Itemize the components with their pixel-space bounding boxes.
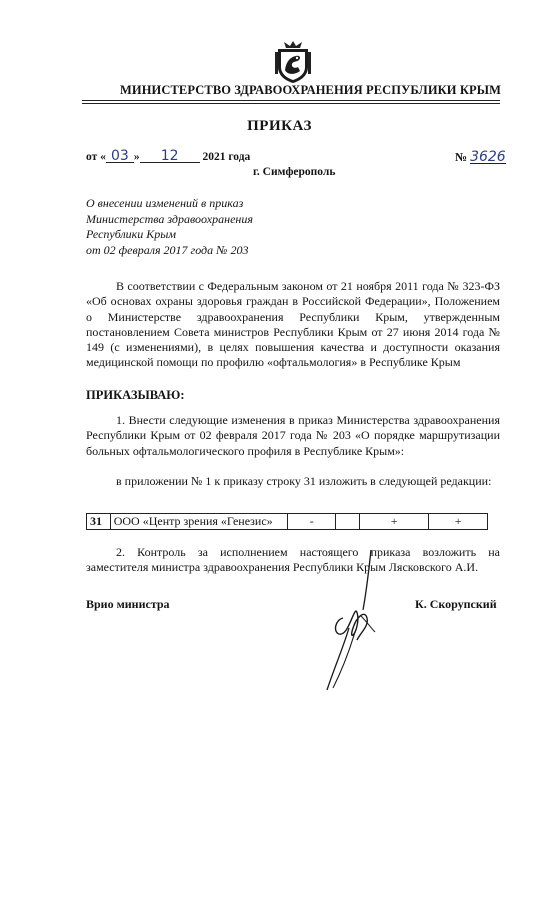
item-1-sub-paragraph	[86, 474, 500, 489]
city: г. Симферополь	[253, 166, 336, 178]
subject-line: от 02 февраля 2017 года № 203	[86, 242, 249, 257]
order-number: 3626	[470, 149, 506, 165]
preamble-paragraph	[86, 279, 500, 371]
document-title: ПРИКАЗ	[247, 118, 312, 134]
date-prefix: от «	[86, 151, 106, 163]
preamble-text: В соответствии с Федеральным законом от 21 ноября 2011 года № 323-ФЗ «Об основах охраны здоровья граждан в Российской Федерации», Положением о Министерстве здравоохранения Республики Крым, утвержденным постановлением Совета министров Республики Крым от 27 июня 2014 года № 149 (с изменениями), в целях повышения качества и доступности оказания медицинской помощи по профилю «офтальмология» в Республике Крым	[86, 279, 500, 370]
organization-cell: ООО «Центр зрения «Генезис»	[110, 514, 287, 530]
item-2-text: 2. Контроль за исполнением настоящего приказа возложить на заместителя министра здравоохранения Республики Крым Лясковского А.И.	[86, 545, 500, 575]
signatory-position: Врио министра	[86, 597, 170, 611]
crimea-coat-of-arms-icon	[273, 40, 313, 84]
handwritten-signature	[305, 548, 385, 693]
header-rule	[82, 100, 500, 101]
order-number-line	[455, 150, 506, 165]
date-year: 2021 года	[202, 151, 251, 163]
date-quote-close: »	[133, 151, 140, 163]
date-day: 03	[106, 150, 134, 163]
table-cell: +	[429, 514, 488, 530]
table-cell: -	[288, 514, 336, 530]
date-month: 12	[140, 150, 200, 163]
order-number-prefix: №	[455, 150, 468, 164]
table-cell: +	[360, 514, 429, 530]
header-rule-thin	[82, 103, 500, 104]
table-row	[87, 514, 488, 530]
item-1-paragraph	[86, 413, 500, 459]
subject-line: О внесении изменений в приказ	[86, 196, 244, 210]
item-2-paragraph	[86, 545, 500, 576]
subject-block	[86, 196, 253, 258]
item-1-sub-text: в приложении № 1 к приказу строку 31 изложить в следующей редакции:	[116, 474, 492, 488]
routing-table-row	[86, 513, 488, 530]
item-1-text: 1. Внести следующие изменения в приказ Министерства здравоохранения Республики Крым от 02 февраля 2017 года № 203 «О порядке маршрутизации больных офтальмологического профиля в Республике Крым»:	[86, 413, 500, 458]
row-number-cell: 31	[87, 514, 111, 530]
table-cell	[336, 514, 360, 530]
signatory-name: К. Скорупский	[415, 597, 497, 611]
subject-line: Министерства здравоохранения	[86, 211, 253, 226]
orders-heading: ПРИКАЗЫВАЮ:	[86, 388, 185, 402]
subject-line: Республики Крым	[86, 227, 177, 241]
ministry-name: МИНИСТЕРСТВО ЗДРАВООХРАНЕНИЯ РЕСПУБЛИКИ КРЫМ	[120, 83, 502, 97]
date-line	[86, 150, 250, 163]
